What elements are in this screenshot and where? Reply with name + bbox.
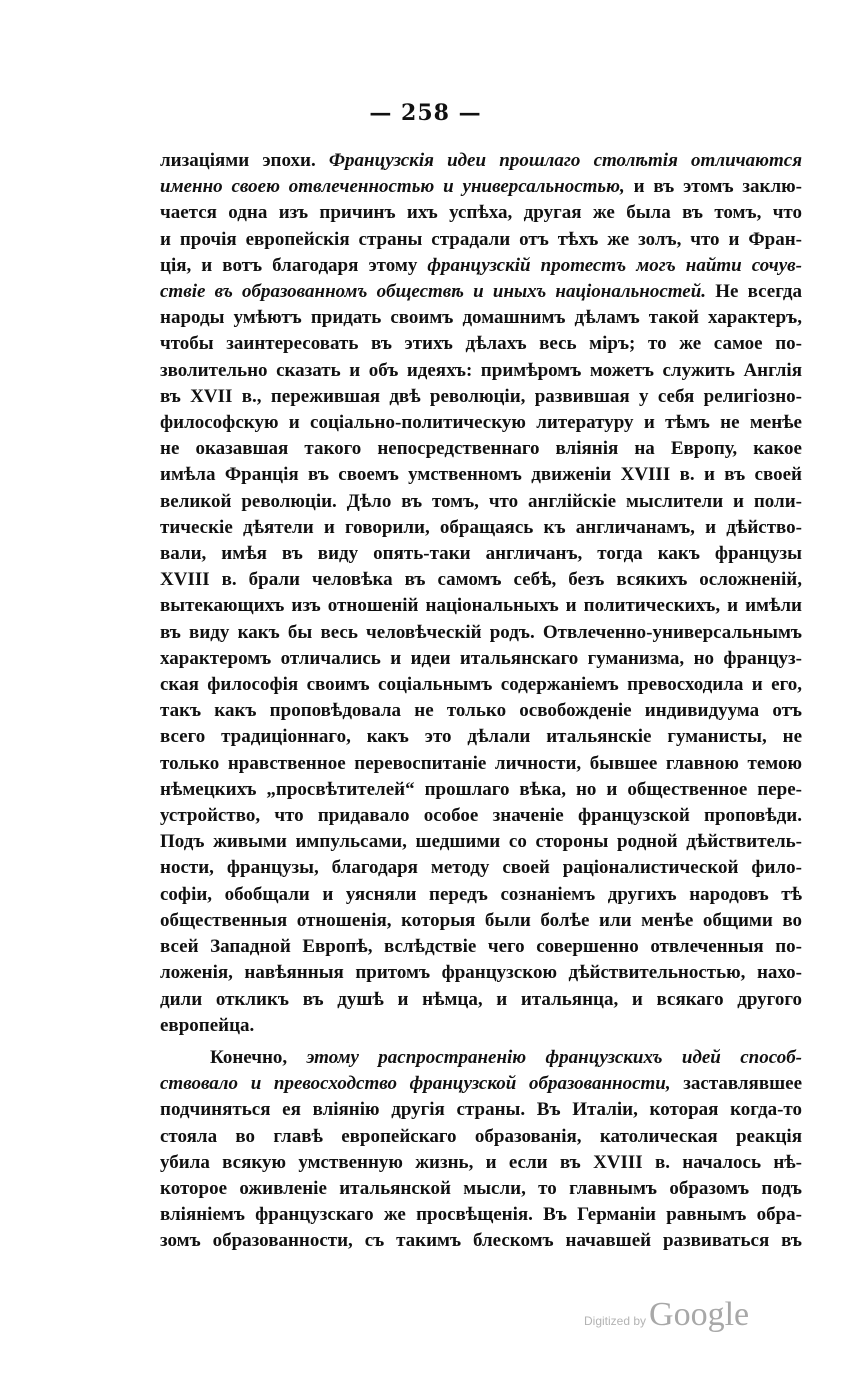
text-line: ности, французы, благодаря методу своей раціоналистической фило- [160,857,802,879]
text-line: чается одна изъ причинъ ихъ успѣха, другая же была въ томъ, что [160,202,802,224]
text-line: всего традиціоннаго, какъ это дѣлали итальянскіе гуманисты, не [160,726,802,748]
body-text [160,148,802,1255]
text-line: зомъ образованности, съ такимъ блескомъ начавшей развиваться въ [160,1230,802,1252]
text-line: софіи, обобщали и уясняли передъ сознаніемъ другихъ народовъ тѣ [160,883,802,905]
text-line: ствовало и превосходство французской образованности, заставлявшее [160,1073,803,1095]
text-line: имѣла Франція въ своемъ умственномъ движеніи XVIII в. и въ своей [160,464,802,486]
text-line: ція, и вотъ благодаря этому французскій протестъ могъ найти сочув- [160,254,802,276]
watermark-prefix: Digitized by [584,1314,647,1328]
text-line: подчиняться ея вліянію другія страны. Въ Италіи, которая когда-то [160,1099,802,1121]
text-line: не оказавшая такого непосредственнаго вліянія на Европу, какое [160,438,802,460]
google-logo: Google [649,1296,750,1333]
text-line: дили откликъ въ душѣ и нѣмца, и итальянца, и всякаго другого [160,988,802,1010]
text-line: великой революціи. Дѣло въ томъ, что англійскіе мыслители и поли- [160,490,802,512]
text-line: въ XVII в., пережившая двѣ революціи, развившая у себя религіозно- [160,385,802,407]
text-line: именно своею отвлеченностью и универсальностью, и въ этомъ заклю- [160,176,802,198]
text-line: вліяніемъ французскаго же просвѣщенія. Въ Германіи равнымъ обра- [160,1204,802,1226]
text-line: нѣмецкихъ „просвѣтителей“ прошлаго вѣка, но и общественное пере- [160,778,802,800]
text-line: стояла во главѣ европейскаго образованія, католическая реакція [160,1125,802,1147]
text-line: вытекающихъ изъ отношеній національныхъ и политическихъ, и имѣли [160,595,802,617]
text-line: убила всякую умственную жизнь, и если въ XVIII в. началось нѣ- [160,1151,802,1173]
text-line: всей Западной Европѣ, вслѣдствіе чего совершенно отвлеченныя по- [160,936,802,958]
page-number: — 258 — [369,100,482,126]
text-line: только нравственное перевоспитаніе личности, бывшее главною темою [160,752,802,774]
text-line: въ виду какъ бы весь человѣческій родъ. Отвлеченно-универсальнымъ [160,621,802,643]
text-line: ская философія своимъ соціальнымъ содержаніемъ превосходила и его, [160,674,802,696]
text-line: устройство, что придавало особое значеніе французской проповѣди. [160,805,802,827]
text-line: народы умѣютъ придать своимъ домашнимъ дѣламъ такой характеръ, [160,307,802,329]
text-line: характеромъ отличались и идеи итальянскаго гуманизма, но француз- [160,647,802,669]
text-line: зволительно сказать и объ идеяхъ: примѣромъ можетъ служить Англія [160,359,802,381]
text-line: XVIII в. брали человѣка въ самомъ себѣ, безъ всякихъ осложненій, [160,569,802,591]
text-line: ложенія, навѣянныя притомъ французскою дѣйствительностью, нахо- [160,962,802,984]
text-line: европейца. [160,1014,255,1036]
text-line: чтобы заинтересовать въ этихъ дѣлахъ весь міръ; то же самое по- [160,333,802,355]
text-line: общественныя отношенія, которыя были болѣе или менѣе общими во [160,909,802,931]
text-line: Подъ живыми импульсами, шедшими со стороны родной дѣйствитель- [160,831,802,853]
text-line: и прочія европейскія страны страдали отъ тѣхъ же золъ, что и Фран- [160,228,802,250]
text-line: лизаціями эпохи. Французскія идеи прошлаго столѣтія отличаются [160,150,802,171]
text-line: которое оживленіе итальянской мысли, то главнымъ образомъ подъ [160,1177,802,1199]
text-line: Конечно, этому распространенію французскихъ идей способ- [210,1046,803,1068]
text-line: философскую и соціально-политическую литературу и тѣмъ не менѣе [160,412,802,434]
text-line: тическіе дѣятели и говорили, обращаясь къ англичанамъ, и дѣйство- [160,516,802,538]
text-line: такъ какъ проповѣдовала не только освобожденіе индивидуума отъ [160,700,802,722]
text-line: вали, имѣя въ виду опять-таки англичанъ, тогда какъ французы [160,543,802,565]
text-line: ствіе въ образованномъ обществѣ и иныхъ національностей. Не всегда [160,281,802,303]
digitized-by-google-watermark [584,1296,749,1334]
